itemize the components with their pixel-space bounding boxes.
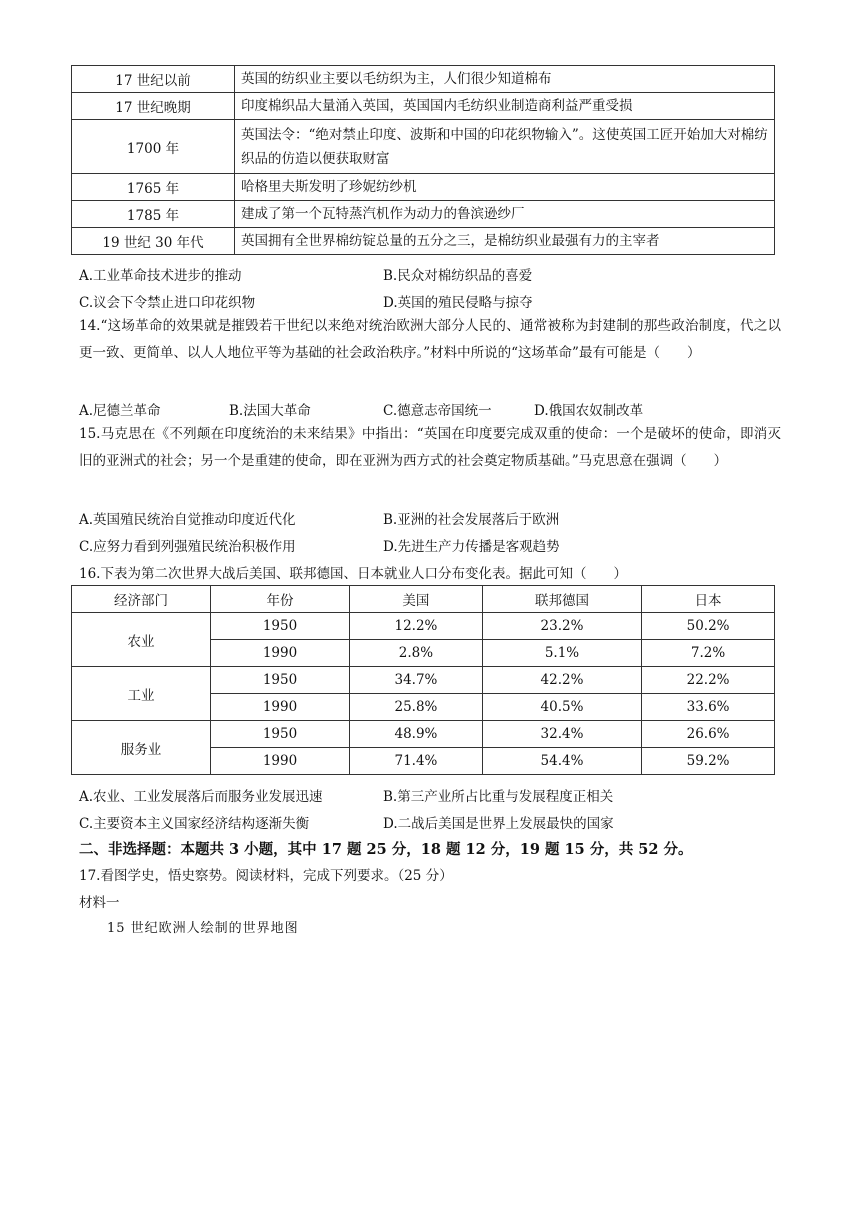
value-cell: 48.9% <box>350 721 483 748</box>
event-cell: 英国法令：“绝对禁止印度、波斯和中国的印花织物输入”。这使英国工匠开始加大对棉纺织品的仿造以便获取财富 <box>235 120 775 174</box>
material-label: 材料一 <box>79 895 120 911</box>
column-header: 经济部门 <box>72 586 211 613</box>
column-header: 年份 <box>211 586 350 613</box>
table-row <box>72 174 775 201</box>
event-cell: 英国的纺织业主要以毛纺织为主，人们很少知道棉布 <box>235 66 775 93</box>
q16-option-d[interactable]: D.二战后美国是世界上发展最快的国家 <box>383 816 614 832</box>
table-row <box>72 613 775 640</box>
q17-stem: 17.看图学史，悟史察势。阅读材料，完成下列要求。（25 分） <box>79 868 453 884</box>
value-cell: 71.4% <box>350 748 483 775</box>
q16-stem: 16.下表为第二次世界大战后美国、联邦德国、日本就业人口分布变化表。据此可知（ ） <box>79 566 627 582</box>
period-cell: 19 世纪 30 年代 <box>72 228 235 255</box>
value-cell: 7.2% <box>642 640 775 667</box>
period-cell: 17 世纪晚期 <box>72 93 235 120</box>
table-row <box>72 93 775 120</box>
table-row <box>72 120 775 174</box>
event-cell: 建成了第一个瓦特蒸汽机作为动力的鲁滨逊纱厂 <box>235 201 775 228</box>
period-cell: 1785 年 <box>72 201 235 228</box>
table-row <box>72 66 775 93</box>
table-row <box>72 721 775 748</box>
q15-option-a[interactable]: A.英国殖民统治自觉推动印度近代化 <box>79 512 296 528</box>
q13-option-c[interactable]: C.议会下令禁止进口印花织物 <box>79 295 256 311</box>
table-row <box>72 201 775 228</box>
sector-cell: 服务业 <box>72 721 211 775</box>
column-header: 美国 <box>350 586 483 613</box>
value-cell: 54.4% <box>482 748 641 775</box>
q15-option-c[interactable]: C.应努力看到列强殖民统治积极作用 <box>79 539 296 555</box>
value-cell: 26.6% <box>642 721 775 748</box>
q15-option-d[interactable]: D.先进生产力传播是客观趋势 <box>383 539 560 555</box>
table-header-row <box>72 586 775 613</box>
period-cell: 1765 年 <box>72 174 235 201</box>
value-cell: 23.2% <box>482 613 641 640</box>
map-caption: 15 世纪欧洲人绘制的世界地图 <box>107 921 299 936</box>
q16-option-b[interactable]: B.第三产业所占比重与发展程度正相关 <box>383 789 614 805</box>
column-header: 联邦德国 <box>482 586 641 613</box>
q16-option-c[interactable]: C.主要资本主义国家经济结构逐渐失衡 <box>79 816 310 832</box>
year-cell: 1950 <box>211 667 350 694</box>
q14-option-c[interactable]: C.德意志帝国统一 <box>383 403 492 419</box>
value-cell: 59.2% <box>642 748 775 775</box>
period-cell: 17 世纪以前 <box>72 66 235 93</box>
value-cell: 12.2% <box>350 613 483 640</box>
value-cell: 50.2% <box>642 613 775 640</box>
year-cell: 1950 <box>211 613 350 640</box>
value-cell: 25.8% <box>350 694 483 721</box>
q13-option-b[interactable]: B.民众对棉纺织品的喜爱 <box>383 268 533 284</box>
value-cell: 22.2% <box>642 667 775 694</box>
value-cell: 33.6% <box>642 694 775 721</box>
sector-cell: 农业 <box>72 613 211 667</box>
q14-option-d[interactable]: D.俄国农奴制改革 <box>534 403 644 419</box>
employment-table <box>71 585 775 775</box>
period-cell: 1700 年 <box>72 120 235 174</box>
year-cell: 1990 <box>211 748 350 775</box>
q13-option-a[interactable]: A.工业革命技术进步的推动 <box>79 268 242 284</box>
event-cell: 英国拥有全世界棉纺锭总量的五分之三，是棉纺织业最强有力的主宰者 <box>235 228 775 255</box>
table-row <box>72 228 775 255</box>
section-heading: 二、非选择题：本题共 3 小题，其中 17 题 25 分，18 题 12 分，19 题 15 分，共 52 分。 <box>79 841 693 858</box>
event-cell: 哈格里夫斯发明了珍妮纺纱机 <box>235 174 775 201</box>
q15-stem: 15.马克思在《不列颠在印度统治的未来结果》中指出：“英国在印度要完成双重的使命：一个是破坏的使命，即消灭旧的亚洲式的社会；另一个是重建的使命，即在亚洲为西方式的社会奠定物质基础。”马克思意在强调（ ） <box>79 426 781 469</box>
value-cell: 42.2% <box>482 667 641 694</box>
q14-option-b[interactable]: B.法国大革命 <box>229 403 311 419</box>
year-cell: 1950 <box>211 721 350 748</box>
q14-stem: 14.“这场革命的效果就是摧毁若干世纪以来绝对统治欧洲大部分人民的、通常被称为封建制的那些政治制度，代之以更一致、更简单、以人人地位平等为基础的社会政治秩序。”材料中所说的“这场革命”最有可能是（ ） <box>79 318 781 361</box>
cotton-history-table <box>71 65 775 255</box>
year-cell: 1990 <box>211 640 350 667</box>
q16-option-a[interactable]: A.农业、工业发展落后而服务业发展迅速 <box>79 789 323 805</box>
column-header: 日本 <box>642 586 775 613</box>
value-cell: 2.8% <box>350 640 483 667</box>
year-cell: 1990 <box>211 694 350 721</box>
q15-option-b[interactable]: B.亚洲的社会发展落后于欧洲 <box>383 512 560 528</box>
q13-option-d[interactable]: D.英国的殖民侵略与掠夺 <box>383 295 533 311</box>
value-cell: 40.5% <box>482 694 641 721</box>
q14-option-a[interactable]: A.尼德兰革命 <box>79 403 161 419</box>
sector-cell: 工业 <box>72 667 211 721</box>
value-cell: 5.1% <box>482 640 641 667</box>
value-cell: 32.4% <box>482 721 641 748</box>
table-row <box>72 667 775 694</box>
event-cell: 印度棉织品大量涌入英国，英国国内毛纺织业制造商利益严重受损 <box>235 93 775 120</box>
value-cell: 34.7% <box>350 667 483 694</box>
